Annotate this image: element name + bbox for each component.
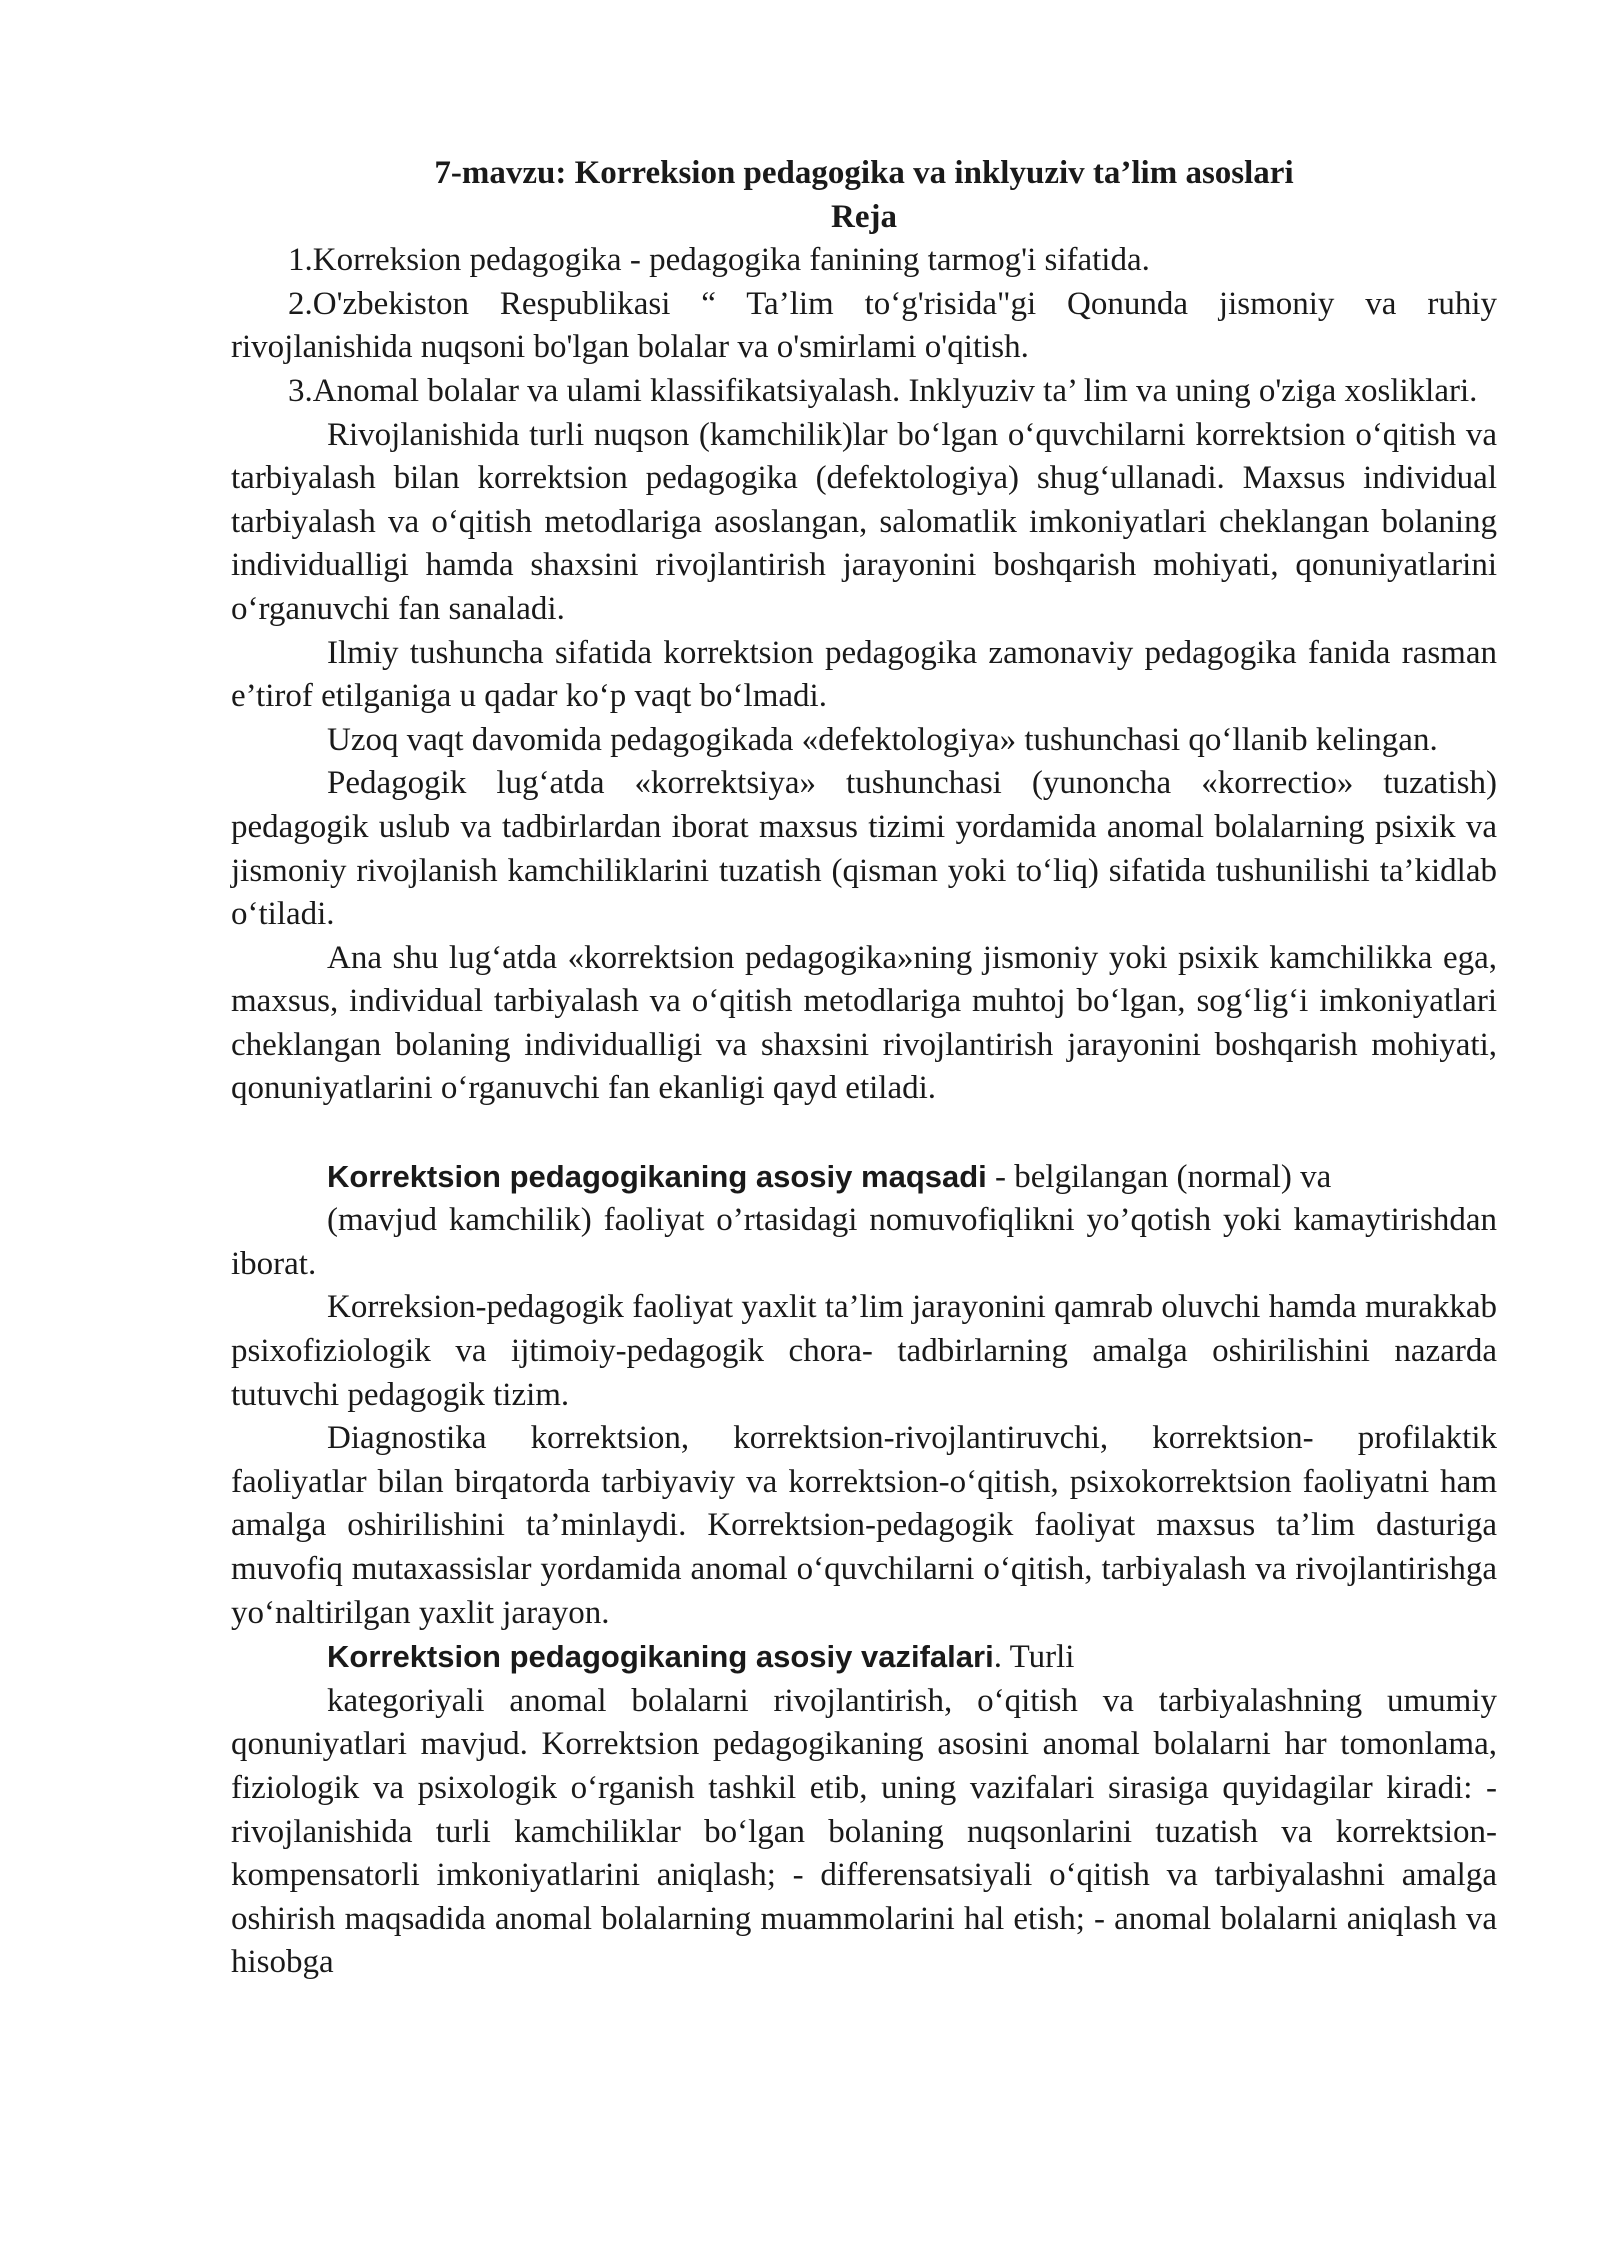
tasks-paragraph: kategoriyali anomal bolalarni rivojlantirish, o‘qitish va tarbiyalashning umumiy qonuniyatlari mavjud. Korrektsion pedagogikaning asosini anomal bolalarni har tomonlama, fiziologik va psixologik o‘rganish tashkil etib, uning vazifalari sirasiga quyidagilar kiradi: - rivojlanishida turli kamchiliklar bo‘lgan bolaning nuqsonlarini tuzatish va korrektsion-kompensatorli imkoniyatlarini aniqlash; - differensatsiyali o‘qitish va tarbiyalashni amalga oshirish maqsadida anomal bolalarning muammolarini hal etish; - anomal bolalarni aniqlash va hisobga <box>231 1682 1497 1981</box>
paragraph: Rivojlanishida turli nuqson (kamchilik)lar bo‘lgan o‘quvchilarni korrektsion o‘qitish va tarbiyalash bilan korrektsion pedagogika (defektologiya) shug‘ullanadi. Maxsus individual tarbiyalash va o‘qitish metodlariga asoslangan, salomatlik imkoniyatlari cheklangan bolaning individualligi hamda shaxsini rivojlantirish jarayonini boshqarish mohiyati, qonuniyatlarini o‘rganuvchi fan sanaladi. <box>231 416 1497 627</box>
paragraph: Korreksion-pedagogik faoliyat yaxlit ta’lim jarayonini qamrab oluvchi hamda murakkab psixofiziologik va ijtimoiy-pedagogik chora- tadbirlarning amalga oshirilishini nazarda tutuvchi pedagogik tizim. <box>231 1289 1497 1413</box>
tasks-heading-rest: . Turli <box>993 1639 1075 1676</box>
tasks-heading: Korrektsion pedagogikaning asosiy vazifalari <box>327 1639 994 1675</box>
goal-heading: Korrektsion pedagogikaning asosiy maqsadi <box>327 1158 987 1194</box>
goal-heading-rest: - belgilangan (normal) va <box>986 1158 1332 1195</box>
plan-item: 1.Korreksion pedagogika - pedagogika fanining tarmog'i sifatida. <box>288 242 1150 279</box>
goal-paragraph: (mavjud kamchilik) faoliyat o’rtasidagi nomuvofiqlikni yo’qotish yoki kamaytirishdan iborat. <box>231 1202 1497 1282</box>
plan-item: 3.Anomal bolalar va ulami klassifikatsiyalash. Inklyuziv ta’ lim va uning o'ziga xosliklari. <box>288 372 1478 409</box>
tasks-heading-line <box>231 1635 1497 1680</box>
document-subtitle: Reja <box>831 198 897 235</box>
blank-line <box>231 1111 1497 1155</box>
goal-heading-line <box>231 1155 1497 1200</box>
paragraph: Diagnostika korrektsion, korrektsion-rivojlantiruvchi, korrektsion- profilaktik faoliyatlar bilan birqatorda tarbiyaviy va korrektsion-o‘qitish, psixokorrektsion faoliyatni ham amalga oshirilishini ta’minlaydi. Korrektsion-pedagogik faoliyat maxsus ta’lim dasturiga muvofiq mutaxassislar yordamida anomal o‘quvchilarni o‘qitish, tarbiyalash va rivojlantirishga yo‘naltirilgan yaxlit jarayon. <box>231 1420 1497 1631</box>
document-page <box>231 152 1497 1985</box>
document-title: 7-mavzu: Korreksion pedagogika va inklyuziv ta’lim asoslari <box>434 155 1294 191</box>
plan-item: 2.O'zbekiston Respublikasi “ Ta’lim to‘g'risida"gi Qonunda jismoniy va ruhiy rivojlanishida nuqsoni bo'lgan bolalar va o'smirlami o'qitish. <box>231 285 1497 366</box>
paragraph: Uzoq vaqt davomida pedagogikada «defektologiya» tushunchasi qo‘llanib kelingan. <box>327 721 1438 758</box>
paragraph: Pedagogik lug‘atda «korrektsiya» tushunchasi (yunoncha «korrectio» tuzatish) pedagogik uslub va tadbirlardan iborat maxsus tizimi yordamida anomal bolalarning psixik va jismoniy rivojlanish kamchiliklarini tuzatish (qisman yoki to‘liq) sifatida tushunilishi ta’kidlab o‘tiladi. <box>231 765 1497 933</box>
paragraph: Ilmiy tushuncha sifatida korrektsion pedagogika zamonaviy pedagogika fanida rasman e’tirof etilganiga u qadar ko‘p vaqt bo‘lmadi. <box>231 634 1497 715</box>
paragraph: Ana shu lug‘atda «korrektsion pedagogika»ning jismoniy yoki psixik kamchilikka ega, maxsus, individual tarbiyalash va o‘qitish metodlariga muhtoj bo‘lgan, sog‘lig‘i imkoniyatlari cheklangan bolaning individualligi va shaxsini rivojlantirish jarayonini boshqarish mohiyati, qonuniyatlarini o‘rganuvchi fan ekanligi qayd etiladi. <box>231 939 1497 1107</box>
